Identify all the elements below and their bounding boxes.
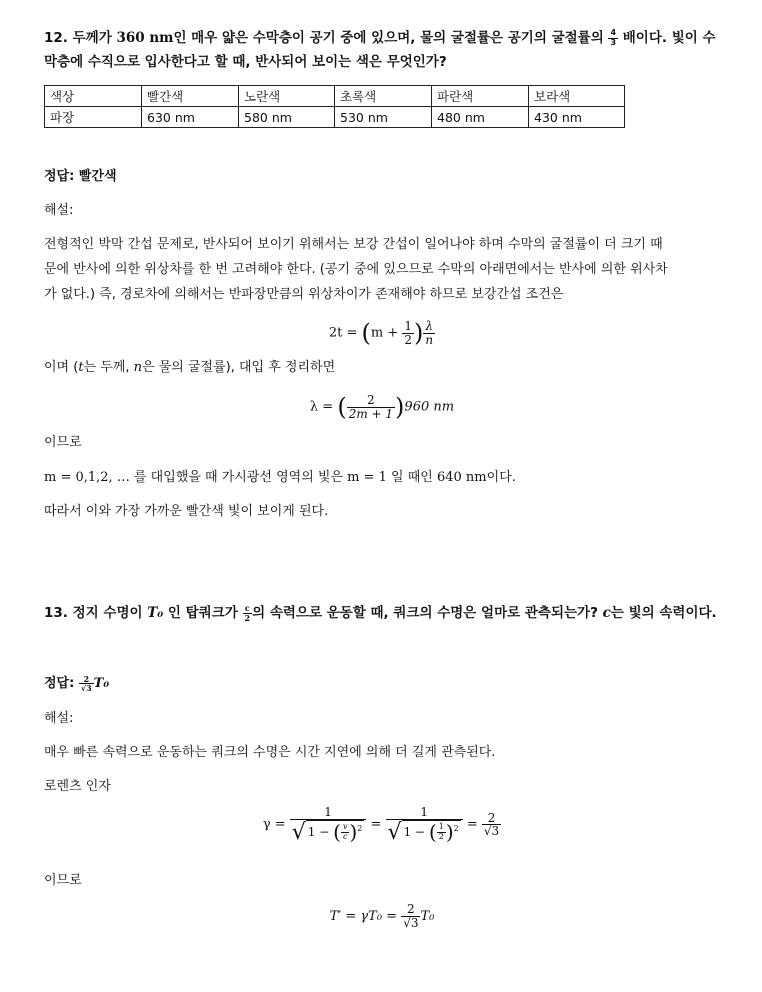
eq1-paren-open: ( [361,319,371,347]
gamma-num-1: 1 [290,806,367,820]
eq2-paren-close: ) [395,393,405,421]
half-den: 2 [438,831,444,841]
q13-text-a: 정지 수명이 [67,605,148,621]
eq2-den: 2m + 1 [348,406,394,421]
q12-note [44,355,720,380]
q13-answer-label: 정답: [44,676,79,691]
eq1-half-den: 2 [404,332,413,347]
result-f: 이다. [486,470,516,485]
eq1-n: n [425,332,434,347]
q12-explain-line3: 가 없다.) 즉, 경로차에 의해서는 반파장만큼의 위상차이가 존재해야 하므로 보강간섭 조건은 [44,287,564,302]
table-cell: 보라색 [529,86,625,107]
q13-explain-label: 해설: [44,711,74,726]
q13-text-b: 인 탑쿼크가 [163,605,243,621]
q13-c-den: 2 [244,612,251,623]
q13-text-d: 는 빛의 속력이다. [610,605,717,621]
equals-1: = [366,816,386,832]
table-cell: 430 nm [529,107,625,128]
q12-ratio-num: 4 [610,28,617,38]
final-lhs: T′ = γT₀ = [329,909,402,924]
table-cell: 색상 [45,86,142,107]
eq2-lhs: λ = [309,399,338,415]
note-b: 는 두께, [83,360,134,375]
eq1-half-num: 1 [404,318,413,333]
q12-answer: 정답: 빨간색 [44,169,117,184]
q13-speed-fraction [243,604,253,622]
final-den: √3 [403,916,419,930]
note-a: 이며 ( [44,360,79,375]
q12-ratio-den: 3 [610,37,617,47]
gamma-fraction-1 [290,806,367,844]
result-c: m = 1 [347,470,387,485]
eq1-lambda: λ [423,320,435,334]
sqrt-2 [388,820,461,844]
table-row [45,107,625,128]
eq1-paren-close: ) [414,319,424,347]
q12-equation-lambda [44,390,720,425]
half-num: 1 [438,822,444,832]
radical-2: √ [387,819,402,845]
table-row [45,86,625,107]
paren-open-2: ( [428,819,437,844]
final-num: 2 [401,903,420,917]
eq1-m: m + [370,325,403,341]
one-minus-2: 1 − [403,824,429,839]
q13-lorentz-label: 로렌츠 인자 [44,779,111,794]
q12-explain-line1: 전형적인 박막 간섭 문제로, 반사되어 보이기 위해서는 보강 간섭이 일어나야 하며 수막의 굴절률이 더 크기 때 [44,237,663,252]
q12-result [44,465,720,490]
c-den: c [342,831,348,841]
q12-conclusion: 따라서 이와 가장 가까운 빨간색 빛이 보이게 된다. [44,504,329,519]
q13-answer [44,671,720,696]
table-cell: 파장 [45,107,142,128]
q13-T0: T₀ [147,605,164,621]
eq2-num: 2 [347,394,395,408]
q12-explain-label: 해설: [44,203,74,218]
gamma-den-1 [290,820,367,844]
equals-2: = [462,816,482,832]
v-num: v [342,822,348,832]
result-a: m = 0,1,2, … [44,470,134,485]
q12-text-c: 배이다. 빛이 수 [618,30,716,46]
q13-text [44,601,720,626]
square-1: 2 [357,823,363,833]
q13-equation-gamma [44,806,720,844]
q13-therefore: 이므로 [44,873,82,888]
half-fraction [437,823,446,841]
square-2: 2 [453,823,459,833]
table-cell: 480 nm [432,107,529,128]
final-T: T₀ [420,909,435,924]
gamma-fraction-3 [482,812,501,838]
sqrt-1 [292,820,365,844]
q12-text-line1 [44,26,720,51]
q13-c-var: c [602,605,611,621]
table-cell: 630 nm [142,107,239,128]
paren-close-2: ) [445,819,454,844]
q13-number: 13. [44,605,68,621]
sqrt-body-1 [306,820,365,843]
q13-text-c: 의 속력으로 운동할 때, 쿼크의 수명은 얼마로 관측되는가? [252,605,603,621]
table-cell: 파란색 [432,86,529,107]
gamma-den-2 [386,820,463,844]
q13-explain-line1: 매우 빠른 속력으로 운동하는 쿼크의 수명은 시간 지연에 의해 더 길게 관측된다. [44,745,496,760]
q12-text-a: 두께가 [72,30,117,46]
sqrt-body-2 [402,820,461,843]
q12-text-b: 인 매우 얇은 수막층이 공기 중에 있으며, 물의 굴절률은 공기의 굴절률의 [173,30,609,46]
gamma-den-3: √3 [483,824,500,839]
eq2-fraction [347,394,395,420]
result-e: 640 nm [436,470,487,485]
one-minus-1: 1 − [307,824,334,839]
radical-1: √ [291,819,306,845]
gamma-lhs: γ = [262,816,290,832]
note-t: t [78,360,84,375]
q13-c-num: c [243,604,253,613]
q13-answer-den: √3 [80,683,92,693]
table-cell: 초록색 [335,86,432,107]
table-cell: 580 nm [239,107,335,128]
q12-ratio-fraction [608,29,618,47]
gamma-fraction-2 [386,806,463,844]
color-wavelength-table [44,85,625,128]
table-cell: 530 nm [335,107,432,128]
final-fraction [401,903,420,929]
q13-answer-T: T₀ [93,676,110,691]
paren-close-1: ) [349,819,358,844]
q13-equation-final [44,900,720,934]
paren-open-1: ( [333,819,341,844]
note-c: 은 물의 굴절률), 대입 후 정리하면 [142,360,336,375]
q12-explain-line2: 문에 반사에 의한 위상차를 한 번 고려해야 한다. (공기 중에 있으므로 수막의 아래면에서는 반사에 의한 위사차 [44,262,668,277]
table-cell: 노란색 [239,86,335,107]
table-cell: 빨간색 [142,86,239,107]
q13-answer-fraction [79,675,94,693]
q12-therefore: 이므로 [44,435,82,450]
eq2-rhs: 960 nm [404,399,455,415]
eq2-paren-open: ( [337,393,347,421]
eq1-lambda-fraction [423,320,435,346]
q12-thickness: 360 nm [116,30,174,46]
note-n: n [133,360,143,375]
eq1-half-fraction [402,320,414,346]
q12-equation-condition [44,316,720,351]
result-b: 를 대입했을 때 가시광선 영역의 빛은 [133,470,348,485]
gamma-num-2: 1 [386,806,463,820]
q13-answer-num: 2 [79,675,94,684]
result-d: 일 때인 [386,470,437,485]
eq1-lhs: 2t = [328,325,362,341]
q12-number: 12. [44,30,68,46]
q12-text-line2: 막층에 수직으로 입사한다고 할 때, 반사되어 보이는 색은 무엇인가? [44,54,447,70]
gamma-num-3: 2 [482,812,501,826]
